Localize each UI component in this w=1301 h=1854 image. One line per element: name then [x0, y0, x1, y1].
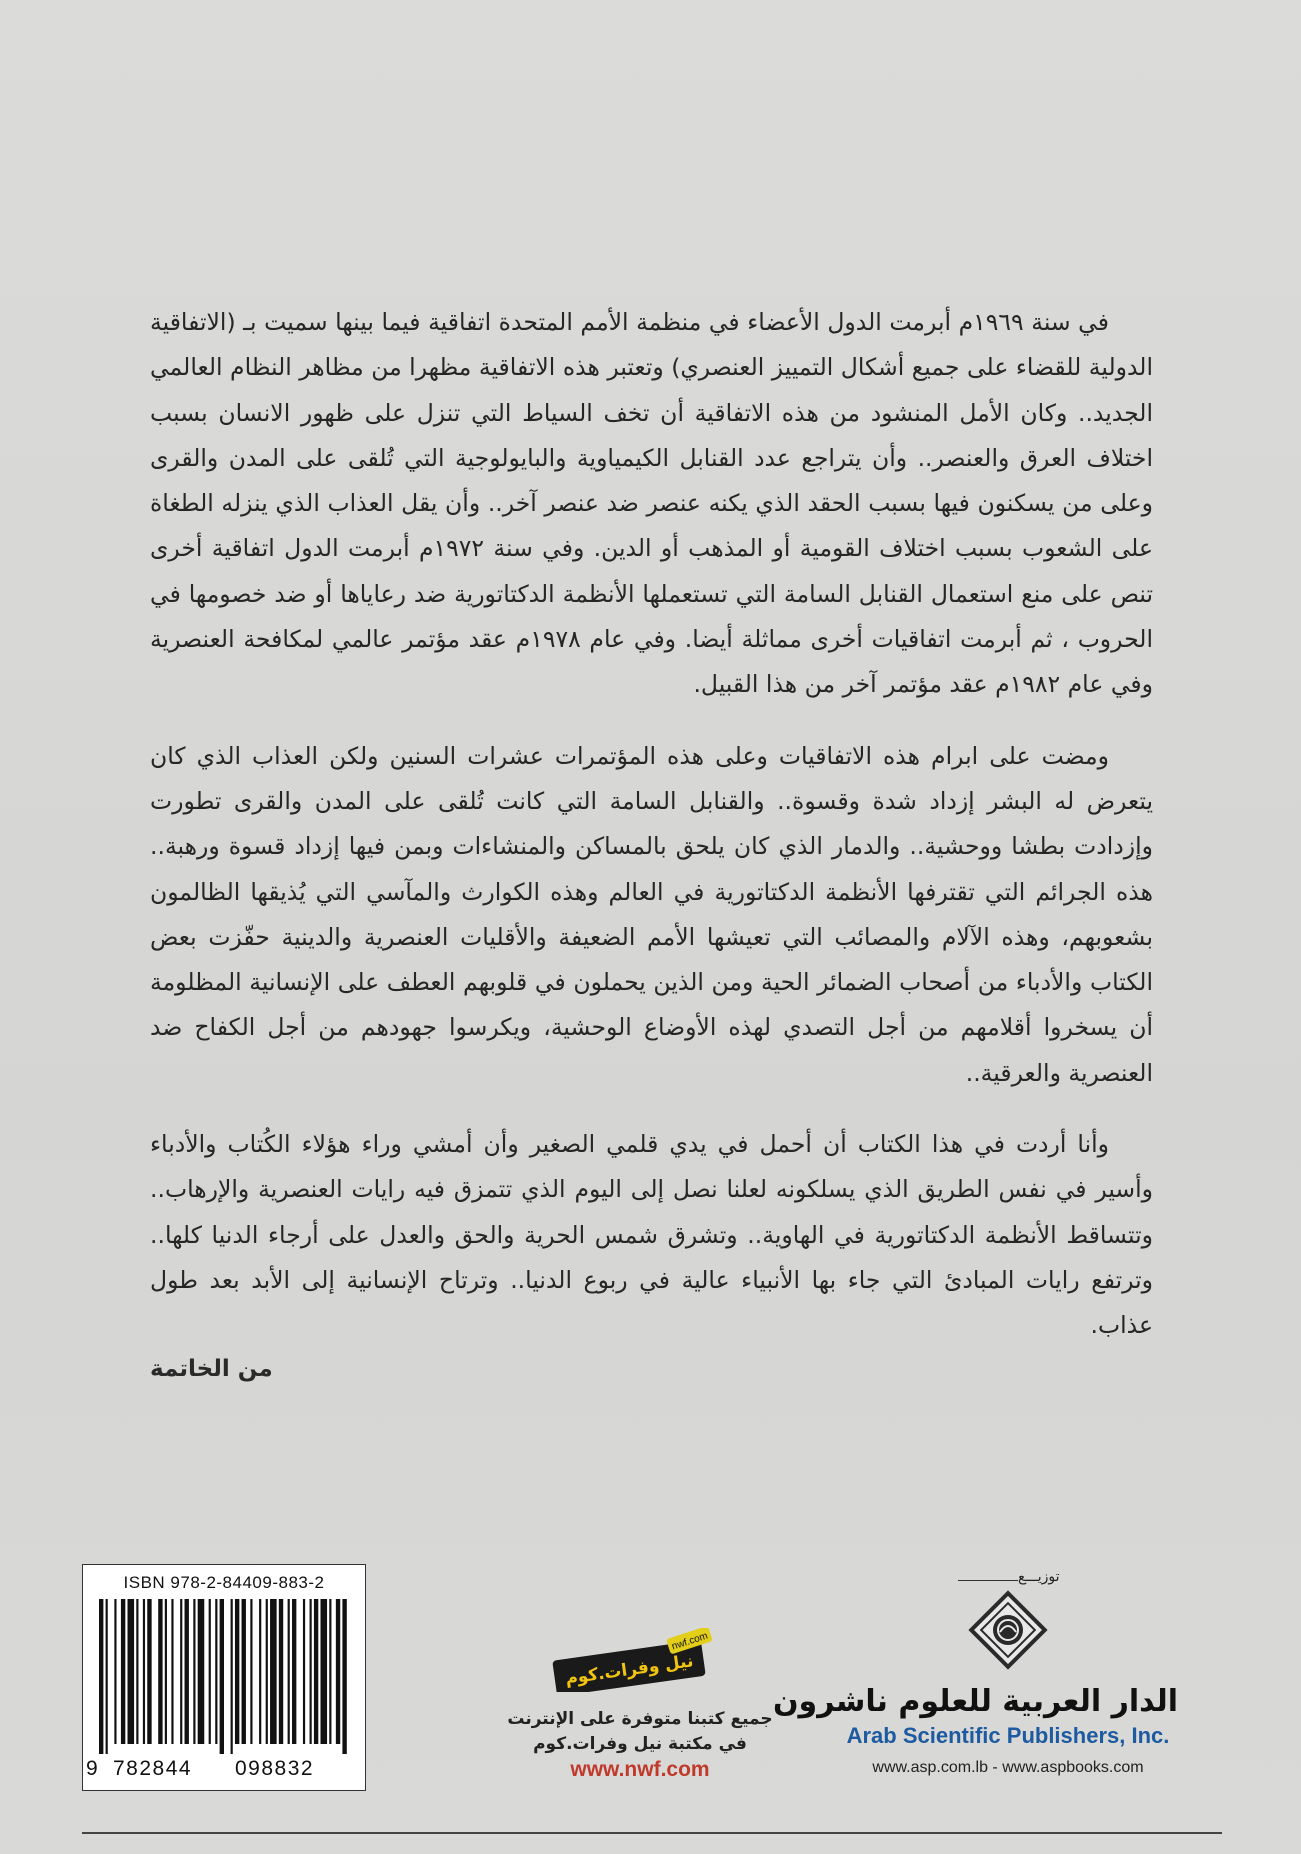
barcode-bar	[259, 1599, 261, 1744]
barcode-bar	[242, 1599, 246, 1744]
barcode-bar	[303, 1599, 305, 1744]
barcode-bar	[143, 1599, 145, 1744]
isbn-number: ISBN 978-2-84409-883-2	[123, 1573, 325, 1592]
publisher-name-english: Arab Scientific Publishers, Inc.	[846, 1723, 1170, 1748]
paragraph-3: وأنا أردت في هذا الكتاب أن أحمل في يدي قلمي الصغير وأن أمشي وراء هؤلاء الكُتاب والأدباء وأسير في نفس الطريق الذي يسلكونه لعلنا نصل إلى اليوم الذي تتمزق فيه رايات العنصرية والإرهاب.. وتتساقط الأنظمة الدكتاتورية في الهاوية.. وتشرق شمس الحرية والحق والعدل على أرجاء الدنيا كلها.. وترتفع رايات المبادئ التي جاء بها الأنبياء عالية في ربوع الدنيا.. وترتاح الإنسانية إلى الأبد بعد طول عذاب.	[150, 1130, 1153, 1340]
barcode-bar	[209, 1599, 211, 1744]
barcode-bar	[220, 1599, 224, 1754]
nwf-url[interactable]: www.nwf.com	[570, 1758, 710, 1781]
distribution-underline	[958, 1580, 1018, 1581]
barcode-bar	[231, 1599, 233, 1754]
publisher-name-arabic: الدار العربية للعلوم ناشرون	[772, 1684, 1178, 1719]
barcode-bar	[121, 1599, 125, 1744]
barcode-bars	[99, 1599, 349, 1754]
barcode-bar	[320, 1599, 327, 1744]
distribution-label: توزيـــع	[1018, 1569, 1060, 1585]
barcode-bar	[180, 1599, 182, 1744]
publisher-websites[interactable]: www.asp.com.lb - www.aspbooks.com	[872, 1759, 1144, 1776]
barcode-digit-lead: 9	[86, 1757, 98, 1780]
bottom-divider	[82, 1832, 1222, 1834]
barcode-bar	[336, 1599, 340, 1744]
paragraph-1: في سنة ١٩٦٩م أبرمت الدول الأعضاء في منظمة الأمم المتحدة اتفاقية فيما بينها سميت بـ (الاتفاقية الدولية للقضاء على جميع أشكال التمييز العنصري) وتعتبر هذه الاتفاقية مظهرا من مظاهر النظام العالمي الجديد.. وكان الأمل المنشود من هذه الاتفاقية أن تخف السياط التي تنزل على ظهور الانسان بسبب اختلاف العرق والعنصر.. وأن يتراجع عدد القنابل الكيمياوية والبايولوجية التي تُلقى على المدن والقرى وعلى من يسكنون فيها بسبب الحقد الذي يكنه عنصر ضد عنصر آخر.. وأن يقل العذاب الذي ينزله الطغاة على الشعوب بسبب اختلاف القومية أو المذهب أو الدين. وفي سنة ١٩٧٢م أبرمت الدول اتفاقية أخرى تنص على منع استعمال القنابل السامة التي تستعملها الأنظمة الدكتاتورية ضد رعاياها أو ضد خصومها في الحروب ، ثم أبرمت اتفاقيات أخرى مماثلة أيضا. وفي عام ١٩٧٨م عقد مؤتمر عالمي لمكافحة العنصرية وفي عام ١٩٨٢م عقد مؤتمر آخر من هذا القبيل.	[150, 308, 1153, 699]
barcode-digits-right: 098832	[235, 1757, 315, 1780]
barcode-bar	[342, 1599, 346, 1754]
barcode-bar	[106, 1599, 108, 1754]
synopsis-text	[150, 300, 1153, 1375]
online-availability-text: جميع كتبنا متوفرة على الإنترنت	[507, 1709, 773, 1729]
barcode-bar	[128, 1599, 135, 1744]
barcode-bar	[292, 1599, 296, 1744]
barcode-bar	[314, 1599, 318, 1744]
barcode-bar	[288, 1599, 290, 1744]
barcode-bar	[266, 1599, 268, 1744]
barcode-bar	[165, 1599, 167, 1744]
barcode-bar	[171, 1599, 173, 1744]
barcode-bar	[185, 1599, 189, 1744]
barcode-bar	[235, 1599, 239, 1744]
barcode-bar	[136, 1599, 138, 1744]
barcode-bar	[99, 1599, 103, 1754]
nwf-logo-tag: nwf.com	[670, 1630, 710, 1653]
barcode-bar	[310, 1599, 312, 1744]
isbn-barcode	[82, 1564, 366, 1791]
barcode-bar	[193, 1599, 195, 1744]
barcode-bar	[158, 1599, 162, 1744]
nwf-logo-text: نيل وفرات.كوم	[563, 1651, 695, 1690]
nwf-logo	[540, 1628, 720, 1692]
barcode-bar	[114, 1599, 116, 1744]
barcode-bar	[329, 1599, 331, 1744]
barcode-bar	[279, 1599, 283, 1744]
barcode-bar	[147, 1599, 151, 1744]
barcode-bar	[270, 1599, 277, 1744]
publisher-emblem-icon	[960, 1582, 1056, 1678]
excerpt-source: من الخاتمة	[150, 1356, 273, 1382]
online-store-text: في مكتبة نيل وفرات.كوم	[533, 1734, 747, 1754]
barcode-bar	[198, 1599, 205, 1744]
barcode-bar	[250, 1599, 252, 1744]
barcode-bar	[215, 1599, 217, 1744]
paragraph-2: ومضت على ابرام هذه الاتفاقيات وعلى هذه المؤتمرات عشرات السنين ولكن العذاب الذي كان يتعرض له البشر إزداد شدة وقسوة.. والقنابل السامة التي كانت تُلقى على المدن والقرى تطورت وإزدادت بطشا ووحشية.. والدمار الذي كان يلحق بالمساكن والمنشاءات وبمن فيها إزداد قسوة ورهبة.. هذه الجرائم التي تقترفها الأنظمة الدكتاتورية في العالم وهذه الكوارث والمآسي التي يُذيقها الظالمون بشعوبهم، وهذه الآلام والمصائب التي تعيشها الأمم الضعيفة والأقليات العنصرية والدينية حفّزت بعض الكتاب والأدباء من أصحاب الضمائر الحية ومن الذين يحملون في قلوبهم العطف على الإنسانية المظلومة أن يسخروا أقلامهم من أجل التصدي لهذه الأوضاع الوحشية، ويكرسوا جهودهم من أجل الكفاح ضد العنصرية والعرقية..	[150, 741, 1153, 1087]
barcode-digits-left: 782844	[113, 1757, 193, 1780]
